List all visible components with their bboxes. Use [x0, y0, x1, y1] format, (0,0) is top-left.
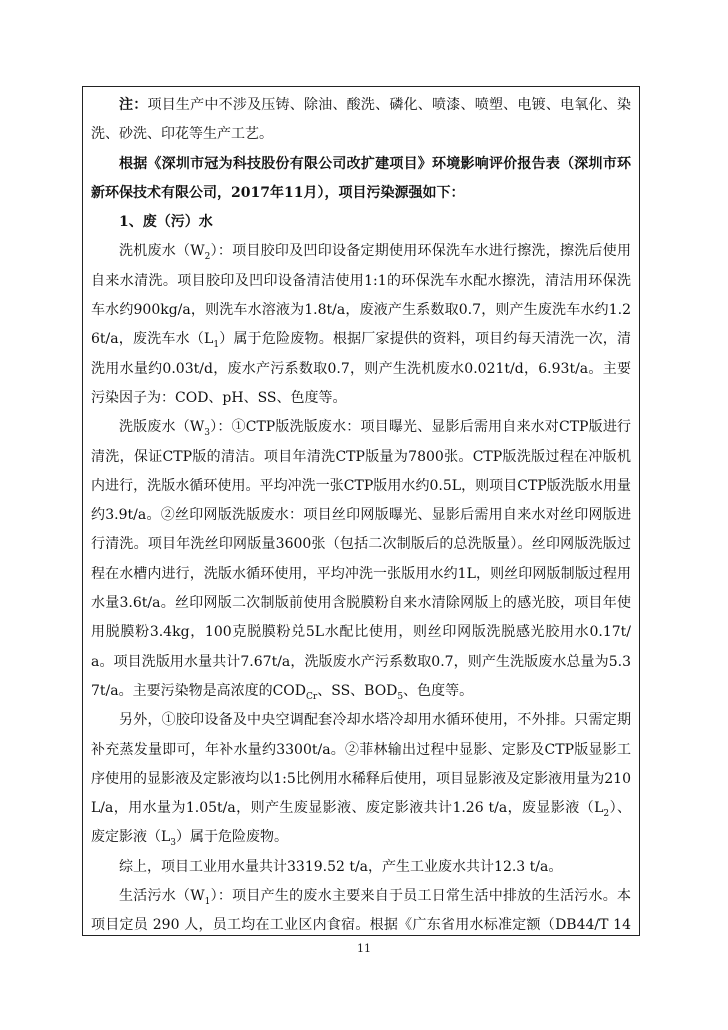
- w2-sub: 2: [204, 252, 211, 263]
- w3-text-a: ）：①CTP版洗版废水：项目曝光、显影后需用自来水对CTP版进行清洗，保证CTP版的清洁。项目年清洗CTP版量为7800张。CTP版洗版过程在冲版机内进行，洗版水循环使用。平均冲洗一张CTP版用水约0.5L，则项目CTP版洗版水用量约3.9t/a。②丝印网版洗版废水：项目丝印网版曝光、显影后需用自来水对丝印网版进行清洗。项目年洗丝印网版量3600张（包括二次制版后的总洗版量）。丝印网版洗版过程在水槽内进行，洗版水循环使用，平均冲洗一张版用水约1L，则丝印网版制版过程用水量3.6t/a。丝印网版二次制版前使用含脱膜粉自来水清除网版上的感光胶，项目年使用脱膜粉3.4kg，100克脱膜粉兑5L水配比使用，则丝印网版洗脱感光胶用水0.17t/a。项目洗版用水量共计7.67t/a，洗版废水产污系数取0.7，则产生洗版废水总量为5.37t/a。主要污染物是高浓度的COD: [91, 419, 631, 699]
- page-number: 11: [357, 942, 371, 955]
- other-text-a: 另外，①胶印设备及中央空调配套冷却水塔冷却用水循环使用，不外排。只需定期补充蒸发量即可，年补水量约3300t/a。②菲林输出过程中显影、定影及CTP版显影工序使用的显影液及定影液均以1:5比例用水稀释后使用，项目显影液及定影液用量为210L/a，用水量为1.05t/a，则产生废显影液、废定影液共计1.26 t/a，废显影液（L: [91, 712, 631, 817]
- summary-paragraph: 综上，项目工业用水量共计3319.52 t/a，产生工业废水共计12.3 t/a。: [119, 858, 563, 875]
- other-text-b: ）、废定影液（L: [91, 800, 631, 846]
- note-label: 注：: [119, 97, 148, 113]
- w3-text-c: 、色度等。: [403, 682, 474, 699]
- other-text-c: ）属于危险废物。: [176, 829, 289, 846]
- paragraph-other: [91, 706, 631, 852]
- w3-text-b: 、SS、BOD: [317, 682, 398, 699]
- w2-text-a: ）：项目胶印及凹印设备定期使用环保洗车水进行擦洗，擦洗后使用自来水清洗。项目胶印及凹印设备清洁使用1:1的环保洗车水配水擦洗，清洁用环保洗车水约900kg/a，则洗车水溶液为1.8t/a，废液产生系数取0.7，则产生废洗车水约1.26t/a，废洗车水（L: [91, 243, 632, 348]
- other-sub-l2: 2: [603, 808, 610, 819]
- other-sub-l3: 3: [170, 838, 177, 849]
- w3-sub: 3: [204, 428, 211, 439]
- document-body: [83, 87, 639, 936]
- w3-label: 洗版废水（W: [119, 419, 205, 436]
- w3-sub-5: 5: [397, 691, 404, 702]
- w2-text-b: ）属于危险废物。根据厂家提供的资料，项目约每天清洗一次，清洗用水量约0.03t/d，废水产污系数取0.7，则产生洗机废水0.021t/d，6.93t/a。主要污染因子为：COD、pH、SS、色度等。: [91, 331, 631, 406]
- w1-text: ）：项目产生的废水主要来自于员工日常生活中排放的生活污水。本项目定员 290 人，员工均在工业区内食宿。根据《广东省用水标准定额（DB44/T 14: [91, 888, 632, 934]
- w1-label: 生活污水（W: [119, 888, 205, 905]
- section-heading: 1、废（污）水: [119, 214, 213, 231]
- document-frame: [82, 86, 640, 936]
- note-paragraph: [91, 91, 631, 150]
- w2-sub-l1: 1: [213, 340, 220, 351]
- source-paragraph: 根据《深圳市冠为科技股份有限公司改扩建项目》环境影响评价报告表（深圳市环新环保技术有限公司，2017年11月），项目污染源强如下：: [91, 155, 631, 201]
- note-text: 项目生产中不涉及压铸、除油、酸洗、磷化、喷漆、喷塑、电镀、电氧化、染洗、砂洗、印花等生产工艺。: [91, 97, 632, 143]
- w3-sub-cr: Cr: [306, 691, 318, 702]
- paragraph-w1: [91, 882, 631, 936]
- paragraph-w2: [91, 237, 631, 413]
- w2-label: 洗机废水（W: [119, 243, 205, 260]
- paragraph-w3: [91, 413, 631, 706]
- w1-sub: 1: [204, 896, 211, 907]
